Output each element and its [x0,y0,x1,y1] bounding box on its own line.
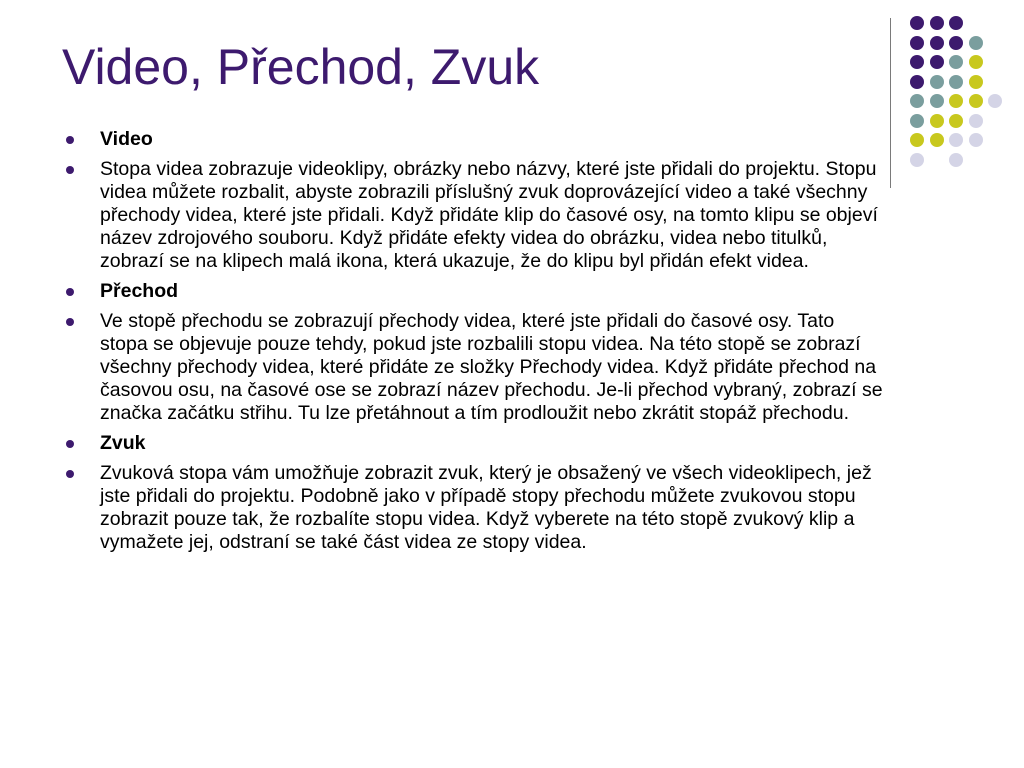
bullet-dot-icon [66,288,74,296]
section-heading [66,432,886,455]
decorative-dot [910,75,924,89]
bullet-dot-icon [66,136,74,144]
decorative-dot [930,16,944,30]
decorative-dot [969,55,983,69]
bullet-dot-icon [66,166,74,174]
bullet-dot-icon [66,318,74,326]
bullet-text [66,310,886,425]
slide-title: Video, Přechod, Zvuk [62,39,540,95]
decorative-dot [949,133,963,147]
decorative-dot [949,114,963,128]
decorative-dot [969,75,983,89]
bullet-item-text: Zvuková stopa vám umožňuje zobrazit zvuk, který je obsažený ve všech videoklipech, jež jste přidali do projektu. Podobně jako v případě stopy přechodu můžete zvukovou stopu zobrazit pouze tak, že rozbalíte stopu videa. Když vyberete na této stopě zvukový klip a vymažete jej, odstraní se také část videa ze stopy videa. [100,462,872,553]
decorative-dot [949,55,963,69]
decorative-dot [969,114,983,128]
decorative-dot [969,133,983,147]
decorative-dot [969,94,983,108]
bullet-item-text: Zvuk [100,432,146,454]
section-heading [66,128,886,151]
decorative-dot [910,153,924,167]
bullet-text [66,462,886,554]
decorative-dot [910,94,924,108]
decorative-dot [949,153,963,167]
decorative-dot [930,75,944,89]
decorative-dot [969,36,983,50]
bullet-item-text: Stopa videa zobrazuje videoklipy, obrázky nebo názvy, které jste přidali do projektu. Stopu videa můžete rozbalit, abyste zobrazili příslušný zvuk doprovázející video a také všechny přechody videa, které jste přidali. Když přidáte klip do časové osy, na tomto klipu se objeví název zdrojového souboru. Když přidáte efekty videa do obrázku, videa nebo titulků, zobrazí se na klipech malá ikona, která ukazuje, že do klipu byl přidán efekt videa. [100,158,878,272]
bullet-item-text: Video [100,128,153,150]
section-heading [66,280,886,303]
decorative-dot [930,94,944,108]
decorative-dot [988,94,1002,108]
decorative-dot [910,133,924,147]
decorative-dot [910,16,924,30]
bullet-item-text: Ve stopě přechodu se zobrazují přechody videa, které jste přidali do časové osy. Tato stopa se objevuje pouze tehdy, pokud jste rozbalili stopu videa. Na této stopě se zobrazí všechny přechody videa, které přidáte ze složky Přechody videa. Když přidáte přechod na časovou osu, na časové ose se zobrazí název přechodu. Je-li přechod vybraný, zobrazí se značka začátku střihu. Tu lze přetáhnout a tím prodloužit nebo zkrátit stopáž přechodu. [100,310,883,424]
decorative-dot [910,114,924,128]
decorative-dot [930,36,944,50]
decorative-dot [930,133,944,147]
decorative-dot [949,94,963,108]
decorative-dot [949,16,963,30]
decorative-dot [930,55,944,69]
bullet-item-text: Přechod [100,280,179,302]
decorative-dot [910,36,924,50]
decorative-dot [910,55,924,69]
bullet-dot-icon [66,470,74,478]
bullet-list [66,128,886,561]
decorative-dot [949,36,963,50]
decorative-dot [949,75,963,89]
bullet-text [66,158,886,273]
bullet-dot-icon [66,440,74,448]
decorative-dot [930,114,944,128]
